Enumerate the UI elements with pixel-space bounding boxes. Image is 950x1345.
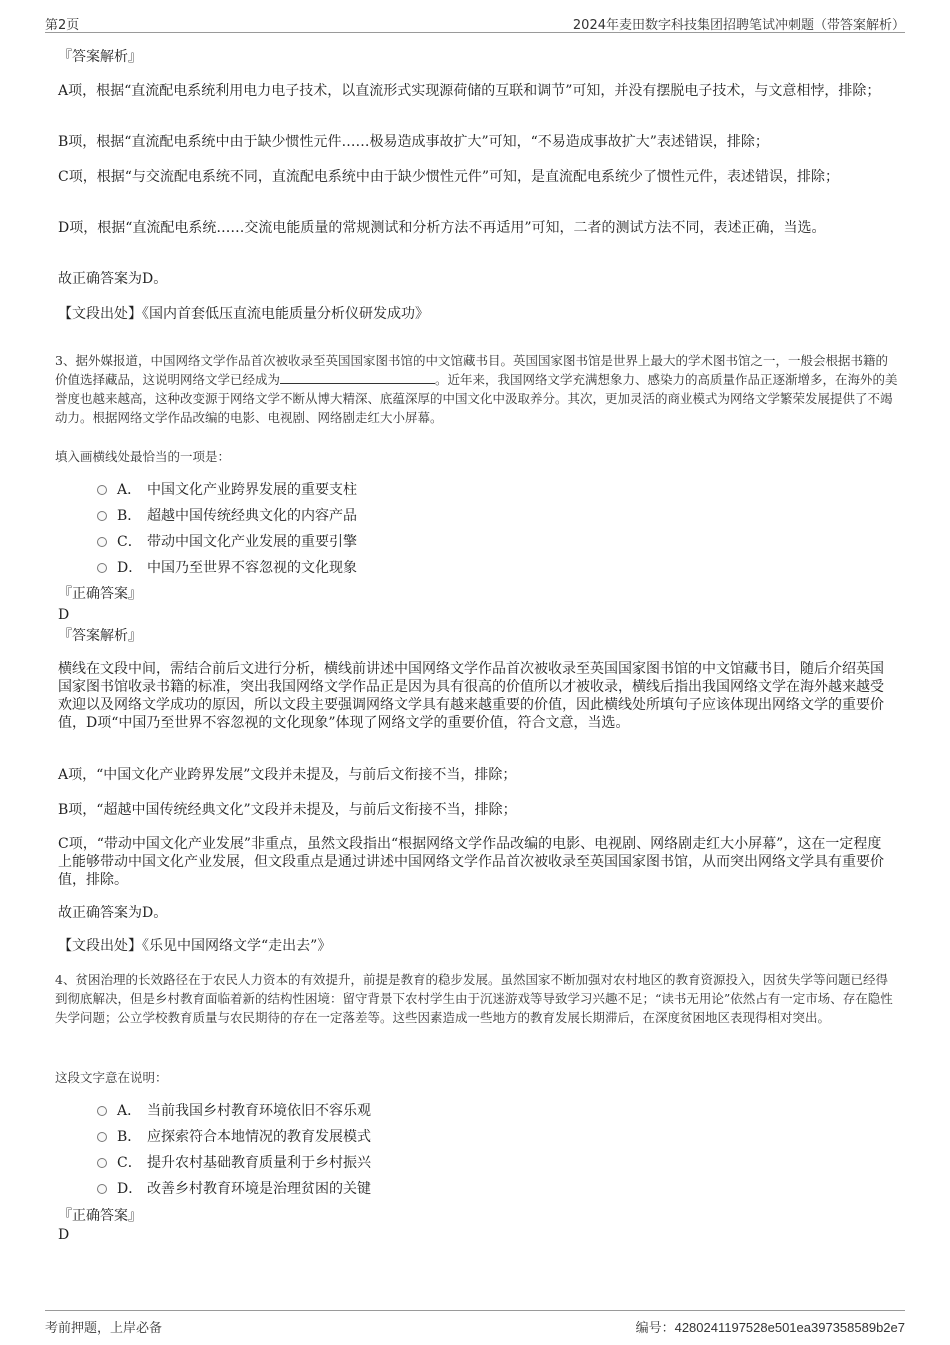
q4-correct-answer: D	[58, 1227, 70, 1243]
q3-prompt: 填入画横线处最恰当的一项是：	[55, 449, 231, 464]
q3-option-b[interactable]: B． 超越中国传统经典文化的内容产品	[97, 507, 357, 525]
q3-fill-blank	[280, 370, 435, 384]
page-number: 第2页	[45, 18, 80, 33]
q2-analysis-label: 『答案解析』	[58, 49, 142, 65]
radio-icon[interactable]	[97, 1132, 107, 1142]
q2-option-d-explanation: D项，根据“直流配电系统……交流电能质量的常规测试和分析方法不再适用”可知，二者的测试方法不同，表述正确，当选。	[58, 220, 826, 236]
footer-slogan: 考前押题，上岸必备	[45, 1321, 163, 1336]
q4-stem: 4、贫困治理的长效路径在于农民人力资本的有效提升，前提是教育的稳步发展。虽然国家不断加强对农村地区的教育资源投入，因贫失学等问题已经得到彻底解决，但是乡村教育面临着新的结构性困境：留守背景下农村学生由于沉迷游戏等导致学习兴趣不足；“读书无用论”依然占有一定市场、存在隐性失学问题；公立学校教育质量与农民期待的存在一定落差等。这些因素造成一些地方的教育发展长期滞后，在深度贫困地区表现得相对突出。	[55, 972, 893, 1025]
radio-icon[interactable]	[97, 511, 107, 521]
q3-conclusion: 故正确答案为D。	[58, 905, 168, 921]
q4-prompt: 这段文字意在说明：	[55, 1070, 168, 1085]
q3-option-a[interactable]: A． 中国文化产业跨界发展的重要支柱	[97, 481, 357, 499]
q3-option-a-explanation: A项，“中国文化产业跨界发展”文段并未提及，与前后文衔接不当，排除；	[58, 767, 517, 783]
radio-icon[interactable]	[97, 1158, 107, 1168]
q2-option-c-explanation: C项，根据“与交流配电系统不同，直流配电系统中由于缺少惯性元件”可知，是直流配电系统少了惯性元件，表述错误，排除；	[58, 169, 840, 185]
q3-option-d[interactable]: D． 中国乃至世界不容忽视的文化现象	[97, 559, 357, 577]
q3-option-c-explanation: C项，“带动中国文化产业发展”非重点，虽然文段指出“根据网络文学作品改编的电影、电视剧、网络剧走红大小屏幕”，这在一定程度上能够带动中国文化产业发展，但文段重点是通过讲述中国网络文学作品首次被收录至英国国家图书馆，从而突出网络文学具有重要价值，排除。	[58, 836, 884, 888]
radio-icon[interactable]	[97, 485, 107, 495]
q2-option-b-explanation: B项，根据“直流配电系统中由于缺少惯性元件……极易造成事故扩大”可知，“不易造成事故扩大”表述错误，排除；	[58, 134, 769, 150]
radio-icon[interactable]	[97, 563, 107, 573]
q3-analysis-label: 『答案解析』	[58, 628, 142, 644]
q3-option-c[interactable]: C． 带动中国文化产业发展的重要引擎	[97, 533, 357, 551]
q3-source: 【文段出处】《乐见中国网络文学“走出去”》	[58, 938, 332, 954]
q3-correct-label: 『正确答案』	[58, 586, 142, 602]
radio-icon[interactable]	[97, 1106, 107, 1116]
q3-stem: 3、据外媒报道，中国网络文学作品首次被收录至英国国家图书馆的中文馆藏书目。英国国家图书馆是世界上最大的学术图书馆之一，一般会根据书籍的价值选择藏品，这说明网络文学已经成为 。近年来，我国网络文学充满想象力、感染力的高质量作品正逐渐增多，在海外的美誉度也越来越高，这种改变源于网络文学不断从博大精深、底蕴深厚的中国文化中汲取养分。其次，更加灵活的商业模式为网络文学繁荣发展提供了不竭动力。根据网络文学作品改编的电影、电视剧、网络剧走红大小屏幕。	[55, 353, 898, 425]
document-code: 编号：4280241197528e501ea397358589b2e7	[635, 1320, 905, 1336]
q4-correct-label: 『正确答案』	[58, 1208, 142, 1224]
q2-option-a-explanation: A项，根据“直流配电系统利用电力电子技术，以直流形式实现源荷储的互联和调节”可知，并没有摆脱电子技术，与文意相悖，排除；	[58, 83, 881, 99]
q3-analysis: 横线在文段中间，需结合前后文进行分析，横线前讲述中国网络文学作品首次被收录至英国国家图书馆的中文馆藏书目，随后介绍英国国家图书馆收录书籍的标准，突出我国网络文学作品正是因为具有很高的价值所以才被收录，横线后指出我国网络文学在海外越来越受欢迎以及网络文学成功的原因，所以文段主要强调网络文学具有越来越重要的价值，因此横线处所填句子应该体现出网络文学的重要价值，D项“中国乃至世界不容忽视的文化现象”体现了网络文学的重要价值，符合文意，当选。	[58, 661, 884, 731]
radio-icon[interactable]	[97, 1184, 107, 1194]
page-header	[45, 10, 905, 33]
q2-source: 【文段出处】《国内首套低压直流电能质量分析仪研发成功》	[58, 306, 429, 322]
q4-option-d[interactable]: D． 改善乡村教育环境是治理贫困的关键	[97, 1180, 371, 1198]
q2-conclusion: 故正确答案为D。	[58, 271, 168, 287]
page-footer	[45, 1310, 905, 1337]
q3-option-b-explanation: B项，“超越中国传统经典文化”文段并未提及，与前后文衔接不当，排除；	[58, 802, 517, 818]
document-title: 2024年麦田数字科技集团招聘笔试冲刺题（带答案解析）	[572, 18, 905, 33]
q4-option-c[interactable]: C． 提升农村基础教育质量利于乡村振兴	[97, 1154, 371, 1172]
q4-option-b[interactable]: B． 应探索符合本地情况的教育发展模式	[97, 1128, 371, 1146]
q3-correct-answer: D	[58, 607, 70, 623]
radio-icon[interactable]	[97, 537, 107, 547]
q4-option-a[interactable]: A． 当前我国乡村教育环境依旧不容乐观	[97, 1102, 371, 1120]
